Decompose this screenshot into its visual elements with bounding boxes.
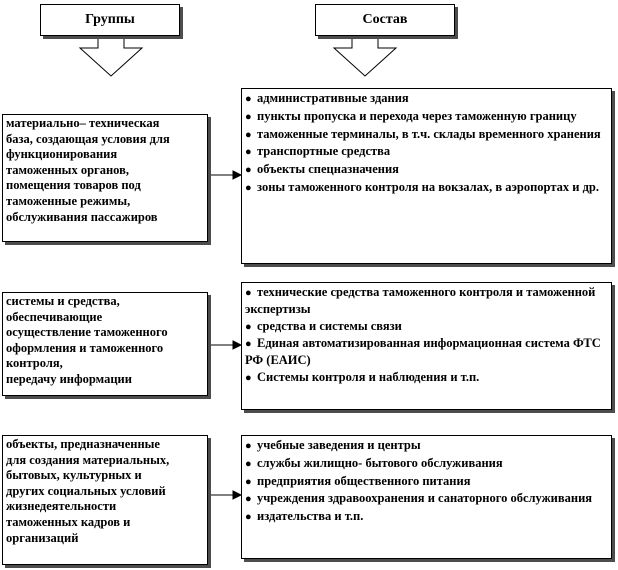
composition-box-2	[241, 282, 612, 410]
header-composition	[315, 4, 455, 36]
composition-box-1	[241, 88, 612, 264]
bullet-icon: ●	[245, 457, 252, 470]
group-line: обслуживания пассажиров	[6, 209, 158, 224]
list-item: ● учреждения здравоохранения и санаторного обслуживания	[245, 491, 608, 508]
group-line: база, создающая условия для	[6, 131, 170, 146]
list-item: ● технические средства таможенного контроля и таможенной экспертизы	[245, 285, 596, 316]
list-item: ● таможенные терминалы, в т.ч. склады временного хранения	[245, 127, 608, 144]
group-line: других социальных условий	[6, 483, 166, 498]
list-item: ● предприятия общественного питания	[245, 474, 608, 491]
group-line: передачу информации	[6, 371, 132, 386]
down-arrow-composition	[334, 36, 396, 76]
right-arrow-row-3	[208, 491, 241, 499]
list-item: ● зоны таможенного контроля на вокзалах, в аэропортах и др.	[245, 180, 608, 197]
group-box-1	[2, 114, 208, 242]
bullet-icon: ●	[245, 440, 252, 452]
list-item: ● учебные заведения и центры	[245, 438, 608, 455]
group-line: оформления и таможенного	[6, 340, 164, 355]
list-item: ● службы жилищно- бытового обслуживания	[245, 456, 608, 473]
bullet-icon: ●	[245, 475, 252, 488]
bullet-icon: ●	[245, 93, 252, 105]
group-box-3	[2, 435, 208, 565]
list-item: ● пункты пропуска и перехода через таможенную границу	[245, 109, 608, 126]
list-item: ● объекты спецназначения	[245, 162, 608, 179]
bullet-icon: ●	[245, 128, 252, 141]
group-line: обеспечивающие	[6, 309, 103, 324]
right-arrow-row-2	[208, 341, 241, 349]
group-line: таможенных кадров и	[6, 514, 131, 529]
right-arrow-row-1	[208, 171, 241, 179]
group-line: организаций	[6, 530, 79, 545]
group-line: для создания материальных,	[6, 452, 170, 467]
group-line: функционирования	[6, 147, 118, 162]
bullet-icon: ●	[245, 146, 252, 159]
group-box-2	[2, 292, 208, 396]
bullet-icon: ●	[245, 110, 252, 123]
group-line: жизнедеятельности	[6, 499, 117, 514]
group-line: материально– техническая	[6, 116, 160, 130]
group-line: осуществление таможенного	[6, 325, 168, 340]
list-item: ● средства и системы связи	[245, 319, 608, 336]
bullet-icon: ●	[245, 338, 252, 351]
group-line: таможенных органов,	[6, 162, 129, 177]
group-line: контроля,	[6, 356, 63, 371]
bullet-icon: ●	[245, 493, 252, 506]
down-arrow-groups	[80, 36, 142, 76]
header-composition-label: Состав	[362, 12, 408, 27]
header-groups-label: Группы	[85, 12, 135, 27]
list-item: ● Единая автоматизированная информационная система ФТС РФ (ЕАИС)	[245, 336, 601, 368]
group-line: объекты, предназначенные	[6, 437, 160, 451]
bullet-icon: ●	[245, 181, 252, 194]
group-line: помещения товаров под	[6, 178, 141, 193]
bullet-icon: ●	[245, 511, 252, 524]
header-groups	[40, 4, 180, 36]
group-line: таможенные режимы,	[6, 193, 131, 208]
group-line: бытовых, культурных и	[6, 468, 142, 483]
bullet-icon: ●	[245, 371, 252, 384]
list-item: ● издательства и т.п.	[245, 509, 608, 526]
bullet-icon: ●	[245, 287, 252, 299]
group-line: системы и средства,	[6, 294, 120, 308]
composition-box-3	[241, 435, 612, 559]
bullet-icon: ●	[245, 164, 252, 177]
list-item: ● административные здания	[245, 91, 608, 108]
list-item: ● транспортные средства	[245, 144, 608, 161]
bullet-icon: ●	[245, 320, 252, 333]
list-item: ● Системы контроля и наблюдения и т.п.	[245, 370, 608, 387]
